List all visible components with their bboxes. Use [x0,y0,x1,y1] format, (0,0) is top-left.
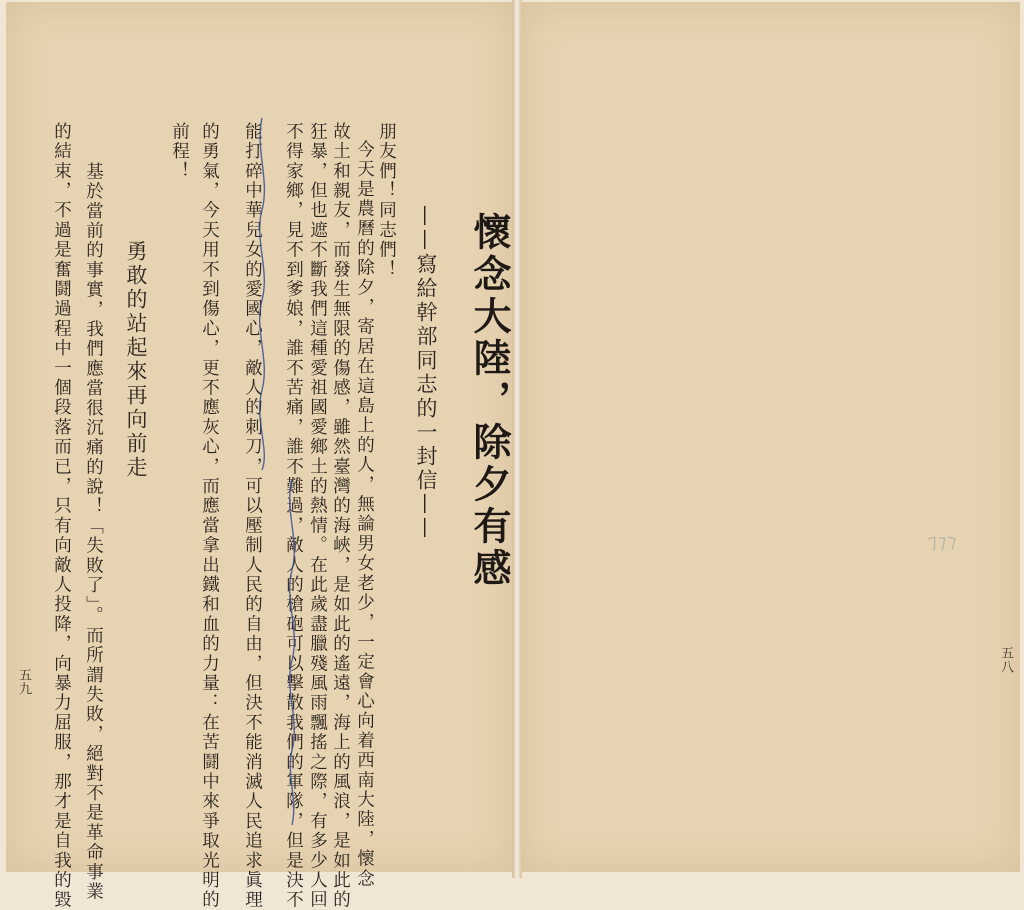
article-subtitle: ——寫給幹部同志的一封信—— [414,205,438,541]
body-column: 的結束，不過是奮鬪過程中一個段落而已，只有向敵人投降，向暴力屈服，那才是自我的毀 [51,122,72,910]
body-column: 能打碎中華兒女的愛國心，敵人的刺刀，可以壓制人民的自由，但決不能消滅人民追求眞理 [242,122,263,910]
page-number-right: 五八 [998,646,1013,674]
body-column: 今天是農曆的除夕，寄居在這島上的人，無論男女老少，一定會心向着西南大陸，懷念 [354,140,375,889]
body-column: 基於當前的事實，我們應當很沉痛的說！「失敗了」。而所謂失敗，絕對不是革命事業 [83,162,104,902]
section-heading: 勇敢的站起來再向前走 [124,240,148,480]
body-column: 狂暴，但也遮不斷我們這種愛祖國愛鄉土的熱情。在此歲盡臘殘風雨飄搖之際，有多少人回 [307,122,328,910]
book-gutter [512,0,522,878]
faint-stamp-mark [925,533,959,555]
body-column: 前程！ [169,122,190,182]
body-column: 故土和親友，而發生無限的傷感，雖然臺灣的海峽，是如此的遙遠，海上的風浪，是如此的 [330,122,351,910]
body-column: 不得家鄉，見不到爹娘，誰不苦痛，誰不難過，敵人的槍砲可以擊散我們的軍隊，但是決不 [283,122,304,910]
salutation: 朋友們！同志們！ [376,122,397,280]
page-number-left: 五九 [16,668,31,696]
right-page [520,2,1020,872]
article-title: 懷念大陸，除夕有感 [467,212,512,590]
body-column: 的勇氣，今天用不到傷心，更不應灰心，而應當拿出鐵和血的力量：在苦鬪中來爭取光明的 [199,122,220,910]
